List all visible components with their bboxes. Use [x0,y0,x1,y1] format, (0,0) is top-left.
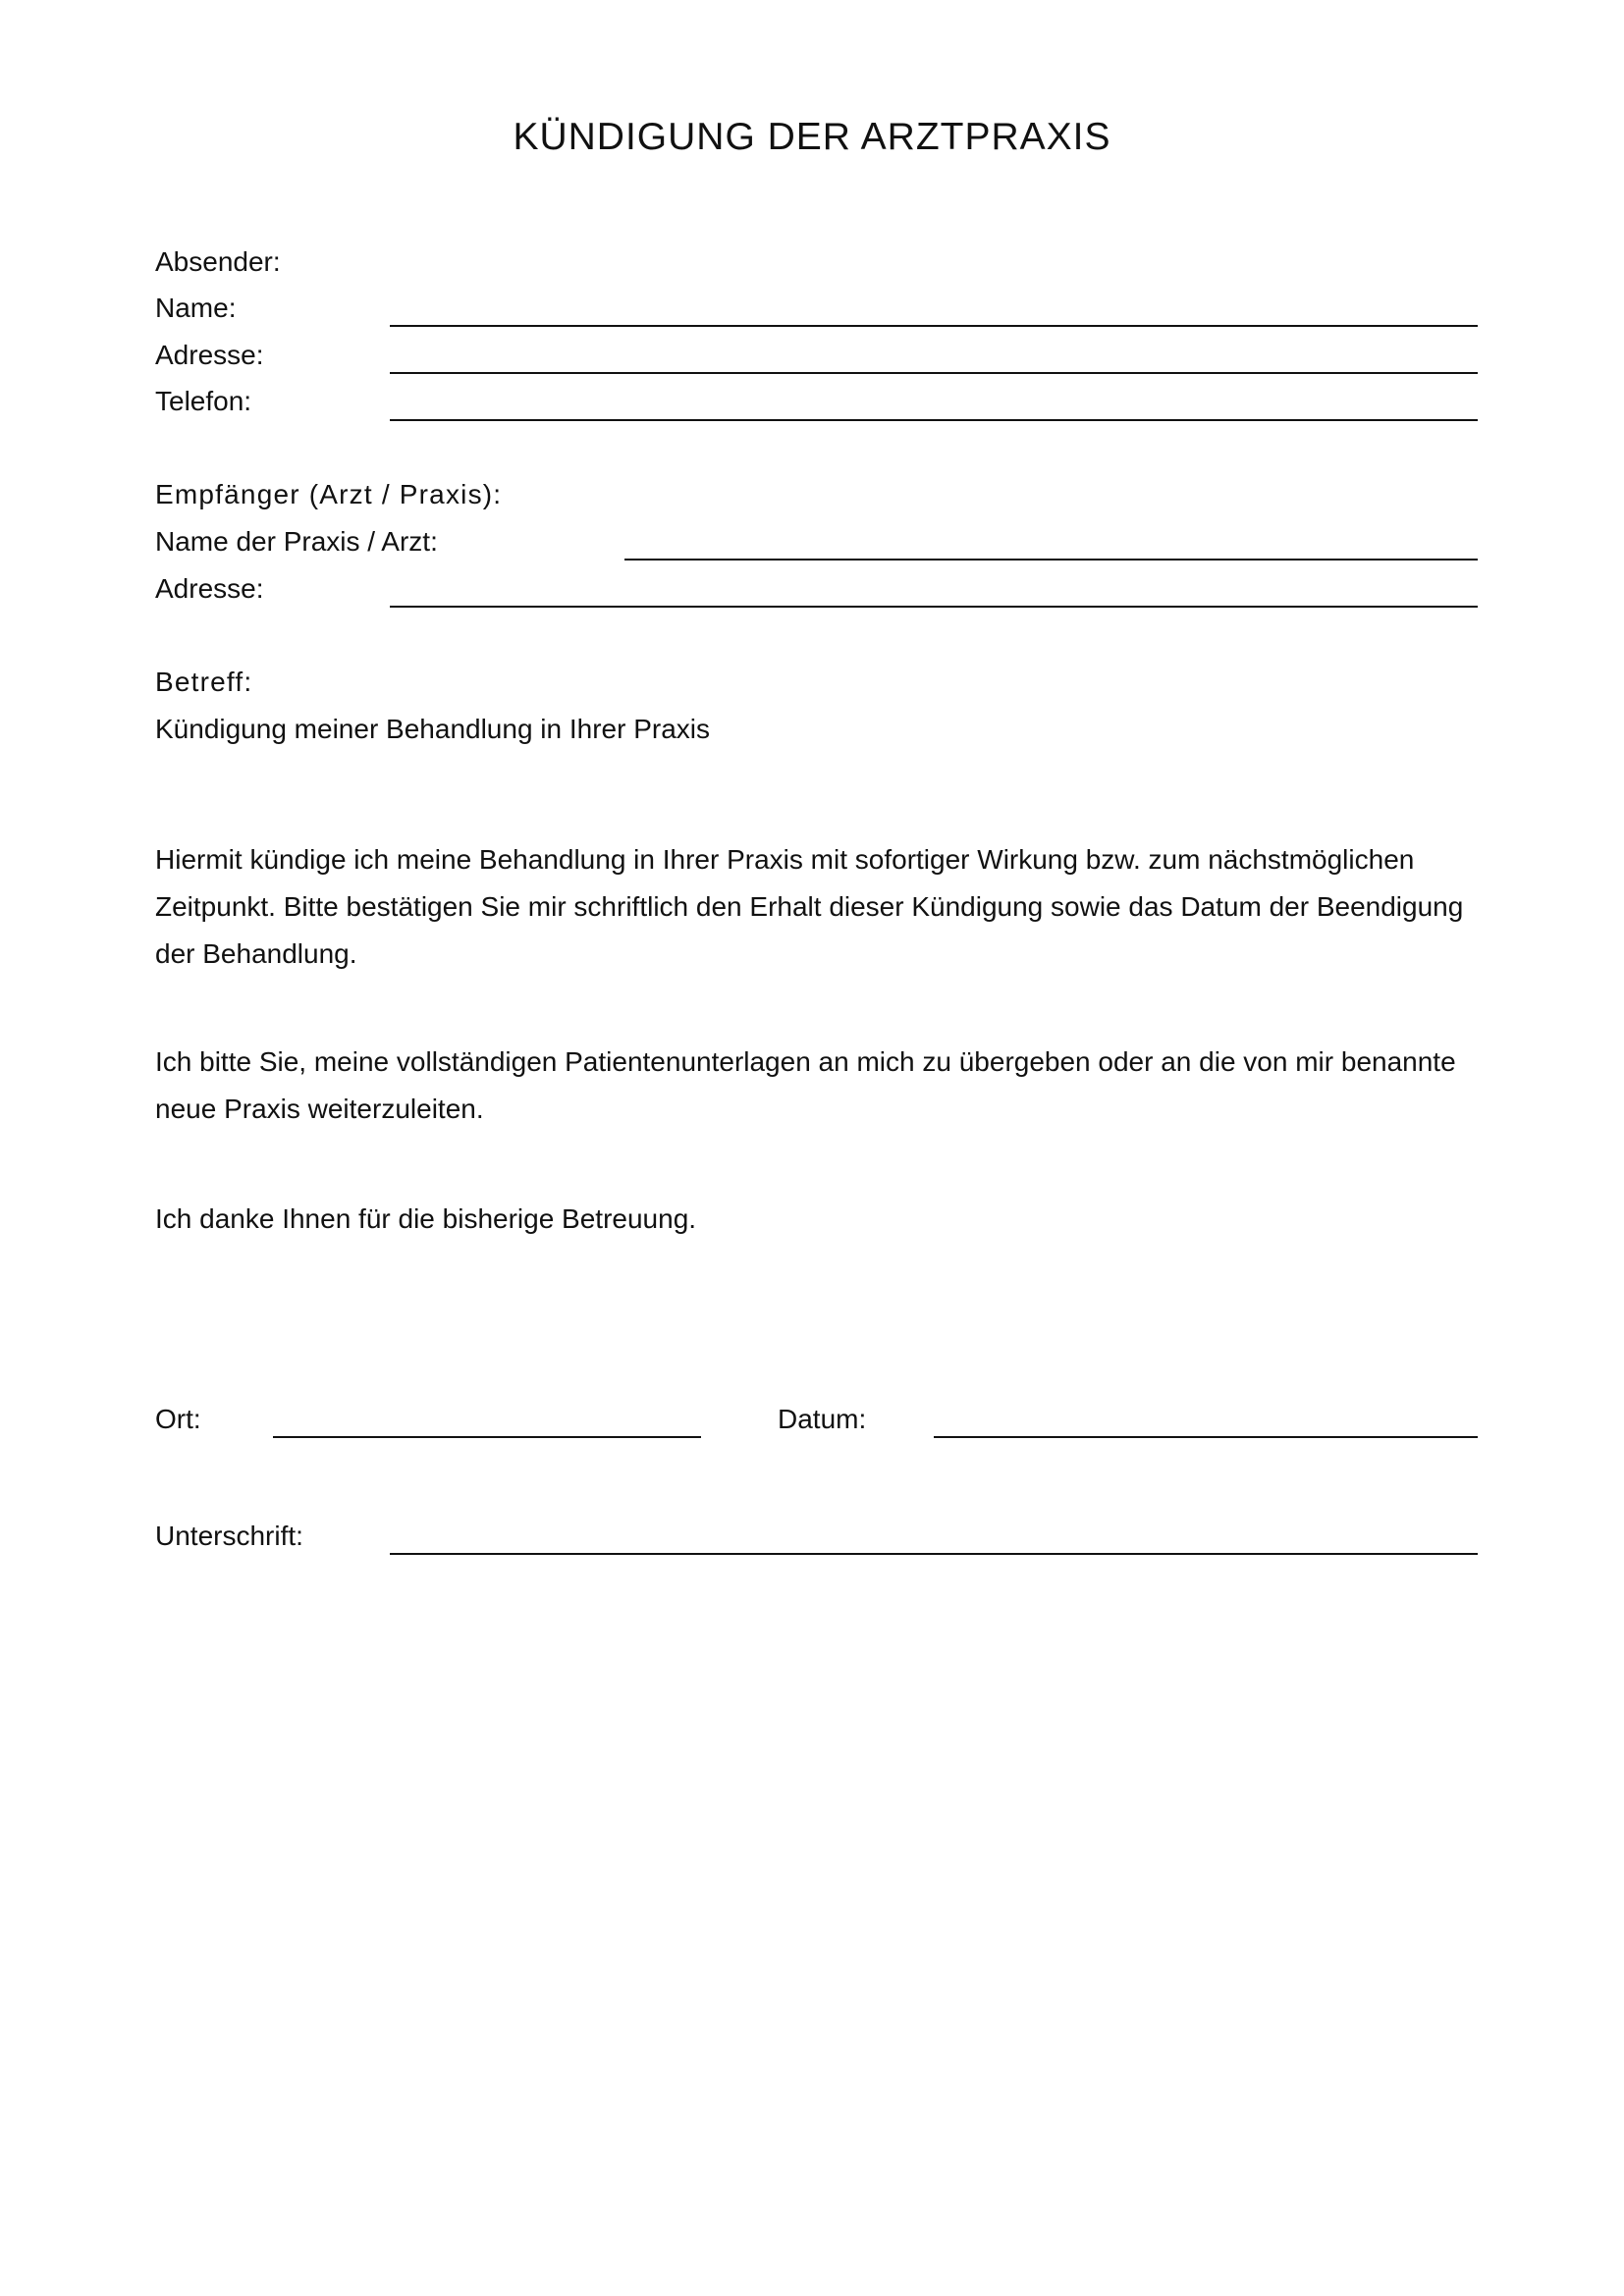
sender-address-field[interactable] [390,372,1478,374]
signature-label: Unterschrift: [155,1521,303,1551]
recipient-heading: Empfänger (Arzt / Praxis): [155,479,503,509]
date-field[interactable] [934,1436,1478,1438]
sender-name-label: Name: [155,293,237,323]
subject-text: Kündigung meiner Behandlung in Ihrer Praxis [155,714,711,744]
body-paragraph-2: Ich bitte Sie, meine vollständigen Patientenunterlagen an mich zu übergeben oder an die von mir benannte neue Praxis weiterzuleiten. [155,1046,1456,1124]
sender-address-label: Adresse: [155,340,264,370]
signature-field[interactable] [390,1553,1478,1555]
sender-name-field[interactable] [390,325,1478,327]
place-label: Ort: [155,1404,201,1434]
recipient-practice-field[interactable] [624,559,1478,561]
body-paragraph-3: Ich danke Ihnen für die bisherige Betreuung. [155,1203,697,1234]
body-paragraph-1: Hiermit kündige ich meine Behandlung in Ihrer Praxis mit sofortiger Wirkung bzw. zum nächstmöglichen Zeitpunkt. Bitte bestätigen Sie mir schriftlich den Erhalt dieser Kündigung sowie das Datum der Beendigung der Behandlung. [155,844,1464,969]
place-field[interactable] [273,1436,701,1438]
document-title: KÜNDIGUNG DER ARZTPRAXIS [513,116,1111,158]
subject-heading: Betreff: [155,667,253,697]
recipient-address-label: Adresse: [155,573,264,604]
recipient-address-field[interactable] [390,606,1478,608]
sender-heading: Absender: [155,246,281,277]
date-label: Datum: [778,1404,867,1434]
sender-phone-field[interactable] [390,419,1478,421]
sender-phone-label: Telefon: [155,386,252,416]
recipient-practice-label: Name der Praxis / Arzt: [155,526,438,557]
